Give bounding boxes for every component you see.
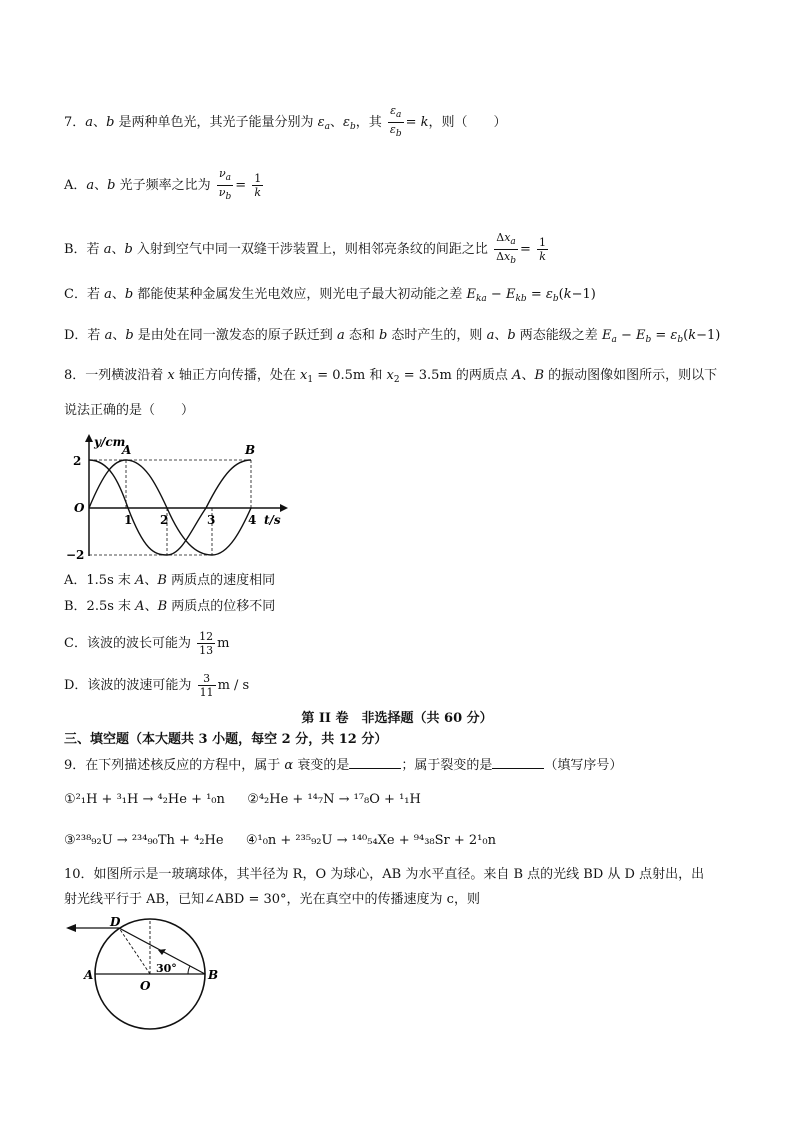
x-tick-4: 4 [248, 513, 257, 527]
q7-option-a: A．a、b 光子频率之比为 $\frac{\nu_a}{\nu_b}$ = $\frac{1}{k}$ [64, 167, 262, 202]
reaction-1: ①²₁H + ³₁H → ⁴₂He + ¹₀n [64, 792, 225, 807]
q7-option-b: B．若 a、b 入射到空气中同一双缝干涉装置上，则相邻亮条纹的间距之比 $\frac{\Delta x_a}{\Delta x_b}$ = $\frac{1}{k}$ [64, 231, 547, 266]
q8-option-b: B．2.5s 末 A、B 两质点的位移不同 [64, 599, 276, 614]
q8-vibration-graph [64, 432, 294, 564]
point-b-label: B [245, 443, 256, 457]
q8-option-d: D．该波的波速可能为 $\frac{3}{11}$ m / s [64, 672, 250, 699]
x-tick-1: 1 [124, 513, 133, 527]
q10-stem-line2: 射光线平行于 AB，已知∠ABD = 30°，光在真空中的传播速度为 c，则 [64, 892, 480, 907]
q9-stem: 9．在下列描述核反应的方程中，属于 α 衰变的是 ；属于裂变的是 （填写序号） [64, 758, 623, 773]
reaction-3: ③²³⁸₉₂U → ²³⁴₉₀Th + ⁴₂He [64, 833, 224, 848]
q9-reactions-row1 [64, 791, 421, 809]
q7-stem: 7．a、b 是两种单色光，其光子能量分别为 $\varepsilon_a$、$\varepsilon_b$，其 $\frac{\varepsilon_a}{\varepsilon_b}$ = k，则（ ） [64, 104, 507, 139]
label-o: O [140, 979, 151, 993]
reaction-4: ④¹₀n + ²³⁵₉₂U → ¹⁴⁰₅₄Xe + ⁹⁴₃₈Sr + 2¹₀n [245, 833, 496, 848]
q8-stem-line1: 8．一列横波沿着 x 轴正方向传播，处在 $x_1 = 0.5m$ 和 $x_2 = 3.5m$ 的两质点 A、B 的振动图像如图所示，则以下 [64, 368, 718, 385]
q8-option-c: C．该波的波长可能为 $\frac{12}{13}$ m [64, 630, 230, 657]
x-tick-2: 2 [160, 513, 169, 527]
q8-option-a: A．1.5s 末 A、B 两质点的速度相同 [64, 573, 276, 588]
q10-stem-line1: 10．如图所示是一玻璃球体，其半径为 R，O 为球心，AB 为水平直径。来自 B 点的光线 BD 从 D 点射出，出 [64, 867, 705, 882]
q7-option-d: D．若 a、b 是由处在同一激发态的原子跃迁到 a 态和 b 态时产生的，则 a、b 两态能级之差 $E_a - E_b = \varepsilon_b(k-1)$ [64, 328, 721, 345]
reaction-2: ②⁴₂He + ¹⁴₇N → ¹⁷₈O + ¹₁H [247, 792, 421, 807]
q9-reactions-row2 [64, 832, 496, 850]
y-tick-neg2: −2 [66, 548, 85, 562]
label-d: D [110, 915, 121, 929]
origin-label: O [74, 501, 85, 515]
point-a-label: A [122, 443, 132, 457]
x-axis-label: t/s [264, 513, 281, 527]
label-a: A [84, 968, 94, 982]
angle-label: 30° [156, 962, 177, 975]
q10-glass-sphere-figure [62, 912, 222, 1036]
q8-stem-line2: 说法正确的是（ ） [64, 403, 195, 418]
y-tick-2: 2 [73, 454, 82, 468]
q7-option-c: C．若 a、b 都能使某种金属发生光电效应，则光电子最大初动能之差 $E_{ka} - E_{kb} = \varepsilon_b(k-1)$ [64, 287, 596, 304]
section-title: 第 II 卷 非选择题（共 60 分） [301, 711, 493, 726]
fill-section-heading: 三、填空题（本大题共 3 小题，每空 2 分，共 12 分） [64, 732, 388, 747]
y-axis-label: y/cm [94, 435, 126, 449]
label-b: B [208, 968, 219, 982]
x-tick-3: 3 [207, 513, 216, 527]
